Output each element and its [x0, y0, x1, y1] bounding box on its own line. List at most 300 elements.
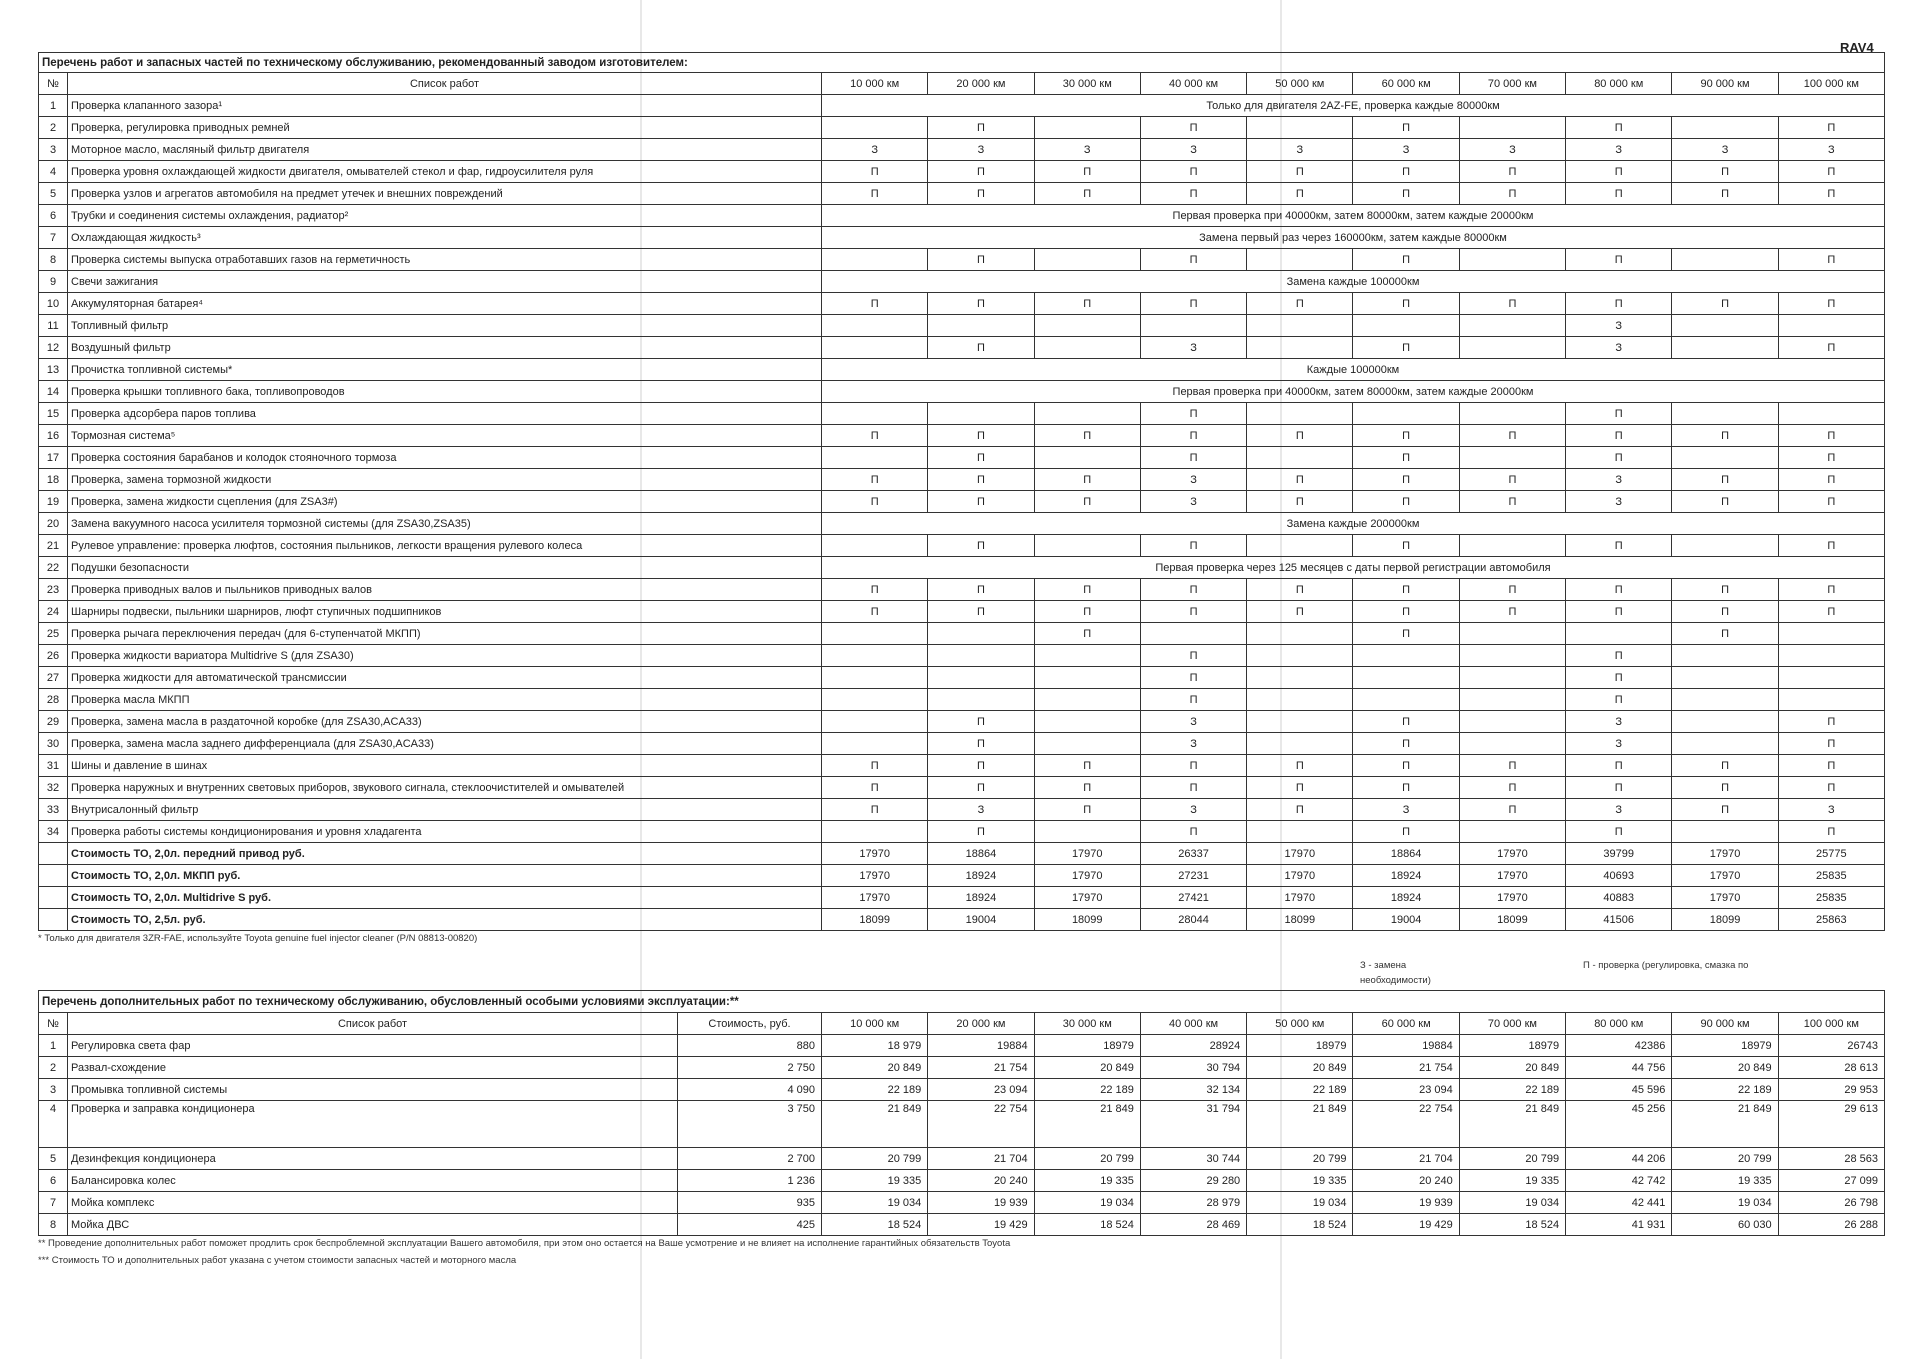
cost-cell: 18099	[1459, 909, 1565, 931]
interval-cell: П	[1778, 491, 1884, 513]
interval-cell: П	[1353, 469, 1459, 491]
col-no-header: №	[39, 1013, 68, 1035]
work-name: Проверка состояния барабанов и колодок стояночного тормоза	[68, 447, 822, 469]
interval-cell	[1247, 337, 1353, 359]
interval-cell	[1459, 821, 1565, 843]
total-cell: 44 206	[1566, 1148, 1672, 1170]
additional-title: Перечень дополнительных работ по техническому обслуживанию, обусловленный особыми условиями эксплуатации:**	[39, 991, 1885, 1013]
row-number: 2	[39, 117, 68, 139]
total-cell: 18 524	[1459, 1214, 1565, 1236]
interval-cell: П	[1140, 293, 1246, 315]
cost-cell: 17970	[1459, 887, 1565, 909]
interval-cell: П	[1778, 469, 1884, 491]
table-row	[39, 491, 1885, 513]
interval-cell: П	[1140, 579, 1246, 601]
interval-header: 40 000 км	[1140, 1013, 1246, 1035]
interval-cell: П	[1034, 623, 1140, 645]
row-number: 3	[39, 1079, 68, 1101]
total-cell: 20 799	[1034, 1148, 1140, 1170]
row-number: 10	[39, 293, 68, 315]
interval-cell: П	[1034, 755, 1140, 777]
total-cell: 19 939	[928, 1192, 1034, 1214]
total-cell: 42 441	[1566, 1192, 1672, 1214]
table-row	[39, 733, 1885, 755]
interval-cell: П	[1672, 601, 1778, 623]
total-cell: 20 799	[1247, 1148, 1353, 1170]
interval-cell	[1247, 667, 1353, 689]
cost-cell: 17970	[1672, 843, 1778, 865]
cost-row-blank	[39, 865, 68, 887]
row-number: 1	[39, 95, 68, 117]
interval-cell: П	[1034, 601, 1140, 623]
row-number: 33	[39, 799, 68, 821]
interval-cell: П	[822, 579, 928, 601]
row-number: 31	[39, 755, 68, 777]
interval-cell: П	[1034, 183, 1140, 205]
interval-cell: З	[1140, 711, 1246, 733]
interval-cell: З	[1353, 799, 1459, 821]
total-cell: 19884	[1353, 1035, 1459, 1057]
interval-cell: П	[1353, 535, 1459, 557]
maintenance-rows	[39, 95, 1885, 931]
interval-cell: З	[928, 139, 1034, 161]
interval-cell: П	[1566, 645, 1672, 667]
total-cell: 21 704	[1353, 1148, 1459, 1170]
interval-header: 100 000 км	[1778, 1013, 1884, 1035]
interval-cell	[1247, 821, 1353, 843]
interval-cell: П	[1778, 183, 1884, 205]
table-row	[39, 513, 1885, 535]
cost-cell: 18864	[928, 843, 1034, 865]
interval-cell: П	[1672, 799, 1778, 821]
interval-cell: П	[1034, 777, 1140, 799]
interval-cell: З	[822, 139, 928, 161]
interval-span-note: Первая проверка через 125 месяцев с даты первой регистрации автомобиля	[822, 557, 1885, 579]
work-cost: 3 750	[678, 1101, 822, 1148]
interval-cell: П	[928, 755, 1034, 777]
cost-row	[39, 909, 1885, 931]
total-cell: 19 335	[1247, 1170, 1353, 1192]
work-cost: 935	[678, 1192, 822, 1214]
interval-cell: П	[1566, 447, 1672, 469]
table-row	[39, 711, 1885, 733]
total-cell: 20 799	[1672, 1148, 1778, 1170]
interval-cell: П	[822, 425, 928, 447]
interval-cell: П	[1459, 293, 1565, 315]
work-name: Трубки и соединения системы охлаждения, радиатор²	[68, 205, 822, 227]
interval-cell: П	[1353, 425, 1459, 447]
interval-cell: П	[1353, 777, 1459, 799]
interval-cell: П	[928, 117, 1034, 139]
interval-cell	[1459, 117, 1565, 139]
work-name: Проверка уровня охлаждающей жидкости двигателя, омывателей стекол и фар, гидроусилителя руля	[68, 161, 822, 183]
cost-cell: 25863	[1778, 909, 1884, 931]
interval-cell: П	[1353, 293, 1459, 315]
interval-cell	[822, 249, 928, 271]
interval-cell: П	[928, 777, 1034, 799]
total-cell: 32 134	[1140, 1079, 1246, 1101]
interval-span-note: Каждые 100000км	[822, 359, 1885, 381]
interval-cell: П	[928, 161, 1034, 183]
interval-cell	[1459, 249, 1565, 271]
interval-cell: П	[928, 425, 1034, 447]
interval-cell	[822, 337, 928, 359]
interval-cell: П	[822, 777, 928, 799]
interval-cell: З	[1778, 799, 1884, 821]
interval-cell: З	[1566, 469, 1672, 491]
work-name: Проверка жидкости вариатора Multidrive S (для ZSA30)	[68, 645, 822, 667]
table-row	[39, 821, 1885, 843]
interval-cell	[1459, 711, 1565, 733]
table-row	[39, 95, 1885, 117]
total-cell: 19 335	[822, 1170, 928, 1192]
interval-cell	[1034, 403, 1140, 425]
row-number: 11	[39, 315, 68, 337]
interval-cell: П	[1459, 161, 1565, 183]
cost-cell: 17970	[822, 887, 928, 909]
interval-cell	[1459, 447, 1565, 469]
interval-header: 50 000 км	[1247, 73, 1353, 95]
total-cell: 22 754	[1353, 1101, 1459, 1148]
interval-cell: П	[1566, 579, 1672, 601]
cost-name: Стоимость ТО, 2,5л. руб.	[68, 909, 822, 931]
interval-cell	[1672, 733, 1778, 755]
table-row	[39, 689, 1885, 711]
row-number: 26	[39, 645, 68, 667]
interval-cell: П	[1459, 601, 1565, 623]
interval-cell: З	[1140, 799, 1246, 821]
interval-cell: П	[928, 535, 1034, 557]
interval-cell: П	[1247, 161, 1353, 183]
interval-cell: П	[822, 755, 928, 777]
interval-cell: З	[1566, 733, 1672, 755]
interval-cell	[822, 623, 928, 645]
interval-cell	[822, 821, 928, 843]
total-cell: 18 979	[822, 1035, 928, 1057]
work-name: Мойка комплекс	[68, 1192, 678, 1214]
interval-cell	[1672, 667, 1778, 689]
interval-cell	[928, 623, 1034, 645]
interval-cell	[1034, 535, 1140, 557]
interval-cell	[1459, 535, 1565, 557]
interval-cell: З	[1140, 337, 1246, 359]
interval-cell: П	[1459, 755, 1565, 777]
cost-cell: 28044	[1140, 909, 1246, 931]
work-cost: 2 700	[678, 1148, 822, 1170]
maintenance-section	[38, 52, 1885, 944]
maintenance-table	[38, 52, 1885, 931]
interval-cell	[1672, 337, 1778, 359]
interval-cell	[1672, 447, 1778, 469]
work-cost: 880	[678, 1035, 822, 1057]
interval-cell	[1672, 535, 1778, 557]
work-name: Подушки безопасности	[68, 557, 822, 579]
interval-cell: П	[1566, 117, 1672, 139]
interval-cell	[1459, 337, 1565, 359]
interval-cell: П	[1778, 579, 1884, 601]
interval-cell: П	[1140, 821, 1246, 843]
interval-cell: П	[1353, 249, 1459, 271]
work-name: Промывка топливной системы	[68, 1079, 678, 1101]
work-cost: 2 750	[678, 1057, 822, 1079]
interval-cell	[1034, 249, 1140, 271]
total-cell: 18979	[1247, 1035, 1353, 1057]
interval-cell: П	[1034, 491, 1140, 513]
interval-cell: П	[1140, 645, 1246, 667]
interval-cell: П	[1672, 777, 1778, 799]
cost-row	[39, 887, 1885, 909]
total-cell: 19 034	[1672, 1192, 1778, 1214]
cost-cell: 17970	[1034, 865, 1140, 887]
interval-cell: П	[1247, 293, 1353, 315]
interval-cell	[1459, 645, 1565, 667]
row-number: 16	[39, 425, 68, 447]
total-cell: 29 613	[1778, 1101, 1884, 1148]
work-name: Топливный фильтр	[68, 315, 822, 337]
interval-header: 90 000 км	[1672, 73, 1778, 95]
work-name: Тормозная система⁵	[68, 425, 822, 447]
cost-cell: 17970	[822, 865, 928, 887]
total-cell: 45 596	[1566, 1079, 1672, 1101]
interval-cell: П	[928, 821, 1034, 843]
row-number: 3	[39, 139, 68, 161]
interval-cell: П	[1140, 777, 1246, 799]
interval-cell: П	[1140, 425, 1246, 447]
row-number: 23	[39, 579, 68, 601]
interval-cell: П	[1140, 161, 1246, 183]
work-name: Развал-схождение	[68, 1057, 678, 1079]
interval-cell: П	[1566, 403, 1672, 425]
cost-cell: 17970	[1459, 843, 1565, 865]
interval-cell: П	[1672, 579, 1778, 601]
total-cell: 23 094	[1353, 1079, 1459, 1101]
total-cell: 29 953	[1778, 1079, 1884, 1101]
total-cell: 28 979	[1140, 1192, 1246, 1214]
cost-name: Стоимость ТО, 2,0л. передний привод руб.	[68, 843, 822, 865]
cost-cell: 40693	[1566, 865, 1672, 887]
work-cost: 1 236	[678, 1170, 822, 1192]
interval-cell	[1353, 403, 1459, 425]
total-cell: 22 189	[1247, 1079, 1353, 1101]
table-row	[39, 447, 1885, 469]
interval-header: 70 000 км	[1459, 73, 1565, 95]
table-row	[39, 645, 1885, 667]
footnote-prices: *** Стоимость ТО и дополнительных работ указана с учетом стоимости запасных частей и моторного масла	[38, 1255, 517, 1266]
interval-cell	[822, 315, 928, 337]
interval-cell	[1459, 403, 1565, 425]
interval-cell: П	[1247, 579, 1353, 601]
interval-cell: П	[1778, 601, 1884, 623]
interval-cell: П	[822, 601, 928, 623]
total-cell: 20 849	[822, 1057, 928, 1079]
interval-cell: П	[1247, 425, 1353, 447]
interval-cell: З	[1140, 491, 1246, 513]
total-cell: 20 849	[1672, 1057, 1778, 1079]
total-cell: 20 799	[1459, 1148, 1565, 1170]
interval-cell: П	[1778, 733, 1884, 755]
interval-header: 100 000 км	[1778, 73, 1884, 95]
interval-span-note: Замена каждые 100000км	[822, 271, 1885, 293]
interval-cell	[1672, 821, 1778, 843]
interval-cell: П	[822, 799, 928, 821]
cost-cell: 18099	[1034, 909, 1140, 931]
interval-cell: З	[928, 799, 1034, 821]
row-number: 17	[39, 447, 68, 469]
total-cell: 20 799	[822, 1148, 928, 1170]
interval-header: 20 000 км	[928, 1013, 1034, 1035]
work-name: Проверка узлов и агрегатов автомобиля на предмет утечек и внешних повреждений	[68, 183, 822, 205]
interval-span-note: Первая проверка при 40000км, затем 80000км, затем каждые 20000км	[822, 205, 1885, 227]
cost-cell: 39799	[1566, 843, 1672, 865]
total-cell: 18 524	[1034, 1214, 1140, 1236]
row-number: 34	[39, 821, 68, 843]
row-number: 6	[39, 205, 68, 227]
cost-cell: 26337	[1140, 843, 1246, 865]
interval-cell	[1247, 117, 1353, 139]
interval-cell: З	[1566, 711, 1672, 733]
additional-section	[38, 990, 1885, 1266]
interval-cell: П	[1672, 425, 1778, 447]
interval-cell	[928, 689, 1034, 711]
interval-cell	[1140, 623, 1246, 645]
table-row	[39, 1035, 1885, 1057]
interval-cell: П	[1247, 755, 1353, 777]
interval-cell: З	[1353, 139, 1459, 161]
table-row	[39, 623, 1885, 645]
row-number: 2	[39, 1057, 68, 1079]
interval-cell: П	[1459, 183, 1565, 205]
work-name: Проверка работы системы кондиционирования и уровня хладагента	[68, 821, 822, 843]
work-name: Балансировка колес	[68, 1170, 678, 1192]
work-name: Проверка адсорбера паров топлива	[68, 403, 822, 425]
legend-replace-line: З - замена	[1360, 960, 1407, 971]
interval-cell: П	[1353, 601, 1459, 623]
interval-cell: П	[1672, 183, 1778, 205]
interval-cell	[1034, 117, 1140, 139]
cost-cell: 41506	[1566, 909, 1672, 931]
table-row	[39, 469, 1885, 491]
table-row	[39, 403, 1885, 425]
total-cell: 20 240	[1353, 1170, 1459, 1192]
row-number: 1	[39, 1035, 68, 1057]
table-row	[39, 117, 1885, 139]
interval-header: 50 000 км	[1247, 1013, 1353, 1035]
cost-cell: 27421	[1140, 887, 1246, 909]
interval-header: 10 000 км	[822, 73, 928, 95]
interval-cell: П	[1353, 821, 1459, 843]
interval-cell: П	[1034, 799, 1140, 821]
cost-cell: 40883	[1566, 887, 1672, 909]
interval-cell: П	[1353, 337, 1459, 359]
cost-cell: 18924	[928, 887, 1034, 909]
interval-cell: П	[1778, 425, 1884, 447]
legend-replace-line: необходимости)	[1360, 975, 1431, 986]
total-cell: 21 754	[1353, 1057, 1459, 1079]
interval-cell	[1353, 315, 1459, 337]
total-cell: 21 704	[928, 1148, 1034, 1170]
total-cell: 22 189	[1672, 1079, 1778, 1101]
table-row	[39, 1214, 1885, 1236]
work-name: Аккумуляторная батарея⁴	[68, 293, 822, 315]
cost-name: Стоимость ТО, 2,0л. Multidrive S руб.	[68, 887, 822, 909]
interval-cell	[1034, 667, 1140, 689]
row-number: 28	[39, 689, 68, 711]
interval-cell: П	[1672, 161, 1778, 183]
interval-cell	[822, 535, 928, 557]
cost-cell: 18099	[1672, 909, 1778, 931]
interval-cell: П	[928, 293, 1034, 315]
interval-cell	[1672, 689, 1778, 711]
additional-rows	[39, 1035, 1885, 1236]
interval-cell: П	[1353, 623, 1459, 645]
interval-cell: З	[1140, 733, 1246, 755]
work-name: Дезинфекция кондиционера	[68, 1148, 678, 1170]
interval-cell	[1778, 667, 1884, 689]
total-cell: 21 849	[1034, 1101, 1140, 1148]
table-row	[39, 139, 1885, 161]
cost-cell: 17970	[1672, 887, 1778, 909]
interval-cell	[1247, 645, 1353, 667]
table-row	[39, 359, 1885, 381]
interval-header: 70 000 км	[1459, 1013, 1565, 1035]
interval-span-note: Замена первый раз через 160000км, затем каждые 80000км	[822, 227, 1885, 249]
cost-cell: 18924	[1353, 865, 1459, 887]
interval-cell: П	[1140, 667, 1246, 689]
interval-cell: П	[1672, 491, 1778, 513]
interval-cell: П	[1566, 667, 1672, 689]
interval-cell: З	[1034, 139, 1140, 161]
row-number: 30	[39, 733, 68, 755]
total-cell: 41 931	[1566, 1214, 1672, 1236]
interval-cell: П	[1140, 249, 1246, 271]
table-row	[39, 205, 1885, 227]
work-name: Проверка масла МКПП	[68, 689, 822, 711]
table-row	[39, 293, 1885, 315]
work-name: Воздушный фильтр	[68, 337, 822, 359]
interval-cell	[1672, 645, 1778, 667]
interval-cell: П	[1353, 183, 1459, 205]
work-name: Свечи зажигания	[68, 271, 822, 293]
interval-cell: П	[1778, 777, 1884, 799]
interval-cell: П	[1353, 161, 1459, 183]
interval-cell: П	[1566, 249, 1672, 271]
cost-row-blank	[39, 909, 68, 931]
work-name: Проверка и заправка кондиционера	[68, 1101, 678, 1148]
row-number: 6	[39, 1170, 68, 1192]
interval-cell: П	[1353, 117, 1459, 139]
interval-cell: П	[928, 447, 1034, 469]
interval-cell: П	[1566, 689, 1672, 711]
row-number: 20	[39, 513, 68, 535]
interval-cell: П	[1778, 249, 1884, 271]
interval-cell	[928, 667, 1034, 689]
work-cost: 425	[678, 1214, 822, 1236]
cost-cell: 17970	[1034, 887, 1140, 909]
interval-cell: П	[1034, 469, 1140, 491]
total-cell: 26 288	[1778, 1214, 1884, 1236]
interval-cell	[822, 667, 928, 689]
table-row	[39, 579, 1885, 601]
row-number: 19	[39, 491, 68, 513]
row-number: 13	[39, 359, 68, 381]
interval-cell	[1778, 623, 1884, 645]
total-cell: 22 189	[1034, 1079, 1140, 1101]
table-row	[39, 1101, 1885, 1148]
interval-cell: П	[1566, 755, 1672, 777]
interval-cell	[1034, 689, 1140, 711]
work-name: Проверка системы выпуска отработавших газов на герметичность	[68, 249, 822, 271]
total-cell: 19 335	[1034, 1170, 1140, 1192]
